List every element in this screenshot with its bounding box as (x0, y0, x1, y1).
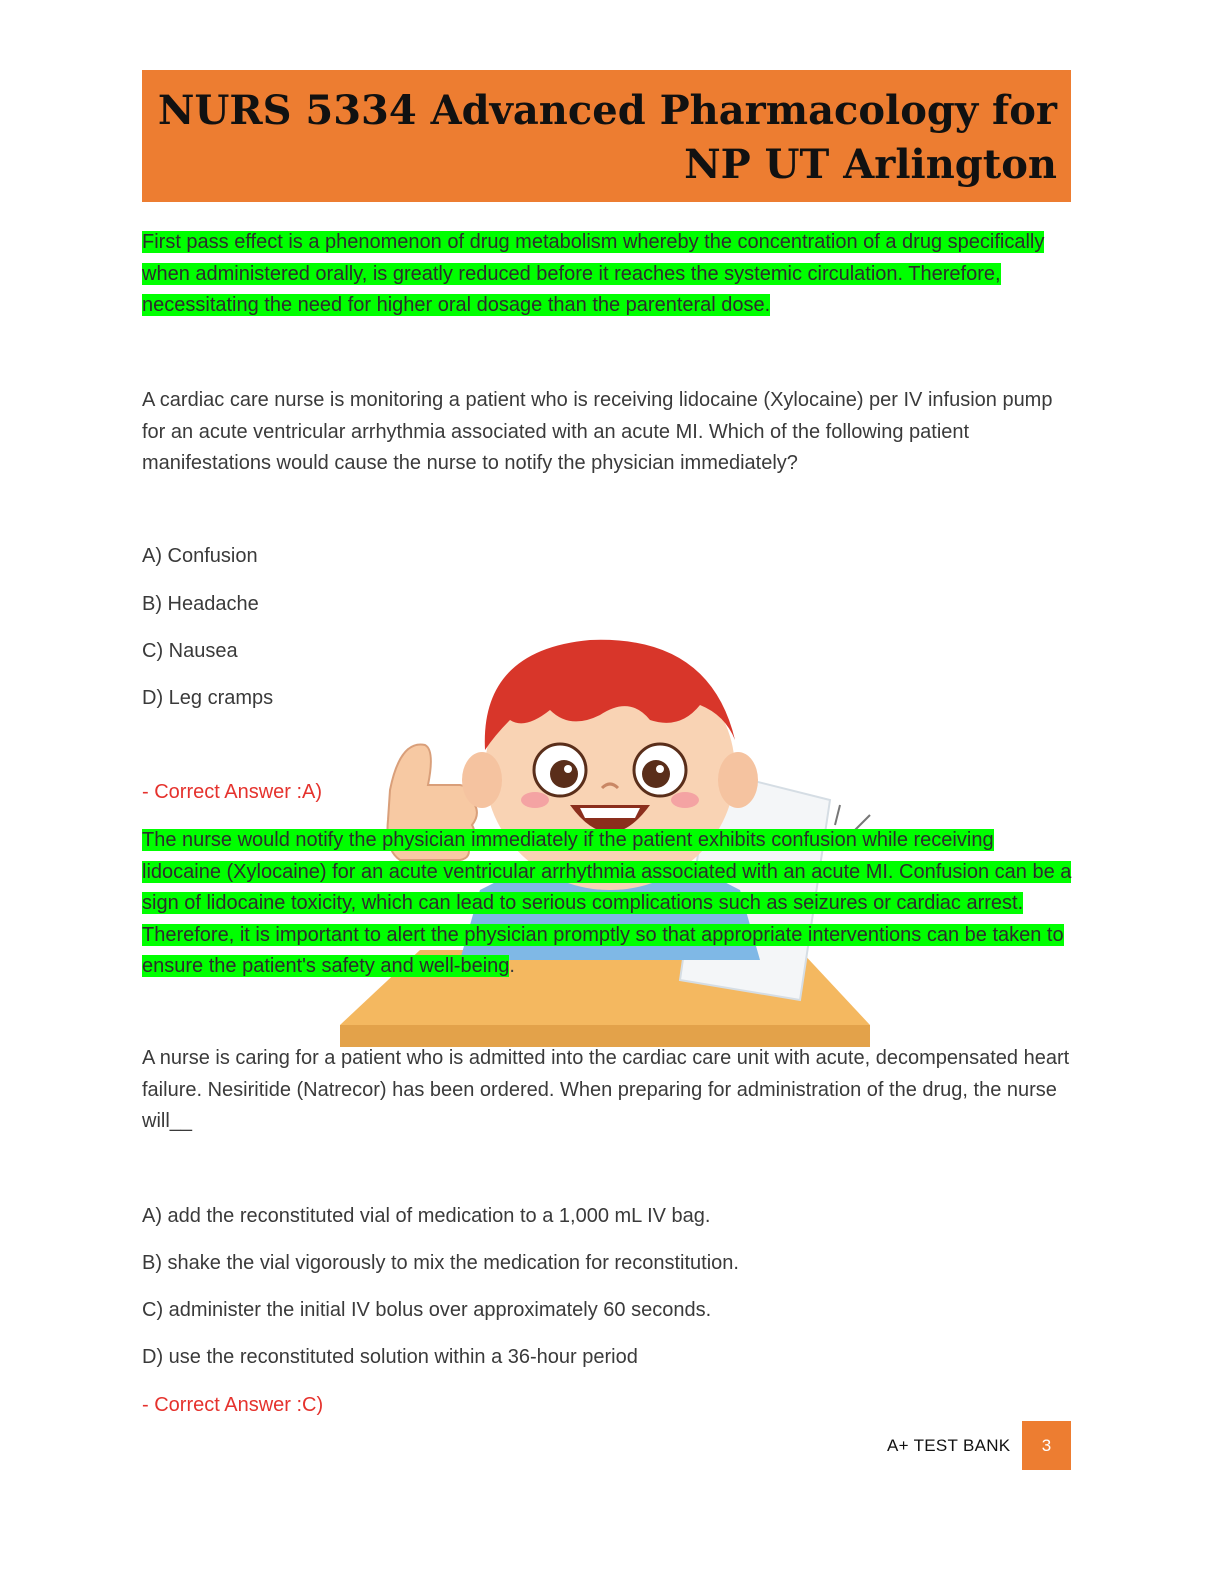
intro-paragraph (142, 227, 1077, 322)
question-2-option-d: D) use the reconstituted solution within a 36-hour period (142, 1346, 638, 1368)
question-1-option-b: B) Headache (142, 593, 259, 615)
question-1-option-c: C) Nausea (142, 640, 238, 662)
question-1-option-a: A) Confusion (142, 545, 258, 567)
question-1-stem: A cardiac care nurse is monitoring a patient who is receiving lidocaine (Xylocaine) per IV infusion pump for an acute ventricular arrhythmia associated with an acute MI. Which of the following patient manifestations would cause the nurse to notify the physician immediately? (142, 389, 1053, 474)
question-1-rationale (142, 825, 1077, 983)
title-line-2: NP UT Arlington (684, 141, 1057, 188)
intro-highlighted-text: First pass effect is a phenomenon of drug metabolism whereby the concentration of a drug specifically when administered orally, is greatly reduced before it reaches the systemic circulation. Therefore, necessitating the need for higher oral dosage than the parenteral dose. (142, 231, 1045, 316)
title-banner (142, 70, 1071, 202)
rationale-end: . (509, 955, 515, 977)
question-1-option-d: D) Leg cramps (142, 687, 274, 709)
question-2-correct-answer: - Correct Answer :C) (142, 1394, 324, 1416)
question-2-option-c: C) administer the initial IV bolus over approximately 60 seconds. (142, 1299, 712, 1321)
question-2-stem: A nurse is caring for a patient who is admitted into the cardiac care unit with acute, decompensated heart failure. Nesiritide (Natrecor) has been ordered. When preparing for administration of the drug, the nurse will__ (142, 1047, 1070, 1132)
footer-label: A+ TEST BANK (887, 1436, 1011, 1455)
question-2-option-b: B) shake the vial vigorously to mix the medication for reconstitution. (142, 1252, 739, 1274)
title-line-1: NURS 5334 Advanced Pharmacology for (157, 87, 1057, 134)
question-1-correct-answer: - Correct Answer :A) (142, 781, 323, 803)
page-number: 3 (1022, 1421, 1071, 1470)
rationale-highlighted-text: The nurse would notify the physician immediately if the patient exhibits confusion while receiving lidocaine (Xylocaine) for an acute ventricular arrhythmia associated with an acute MI. Confusion can be a sign of lidocaine toxicity, which can lead to serious complications such as seizures or cardiac arrest. Therefore, it is important to alert the physician promptly so that appropriate interventions can be taken to ensure the patient's safety and well-being (142, 829, 1072, 977)
question-2-option-a: A) add the reconstituted vial of medication to a 1,000 mL IV bag. (142, 1205, 711, 1227)
